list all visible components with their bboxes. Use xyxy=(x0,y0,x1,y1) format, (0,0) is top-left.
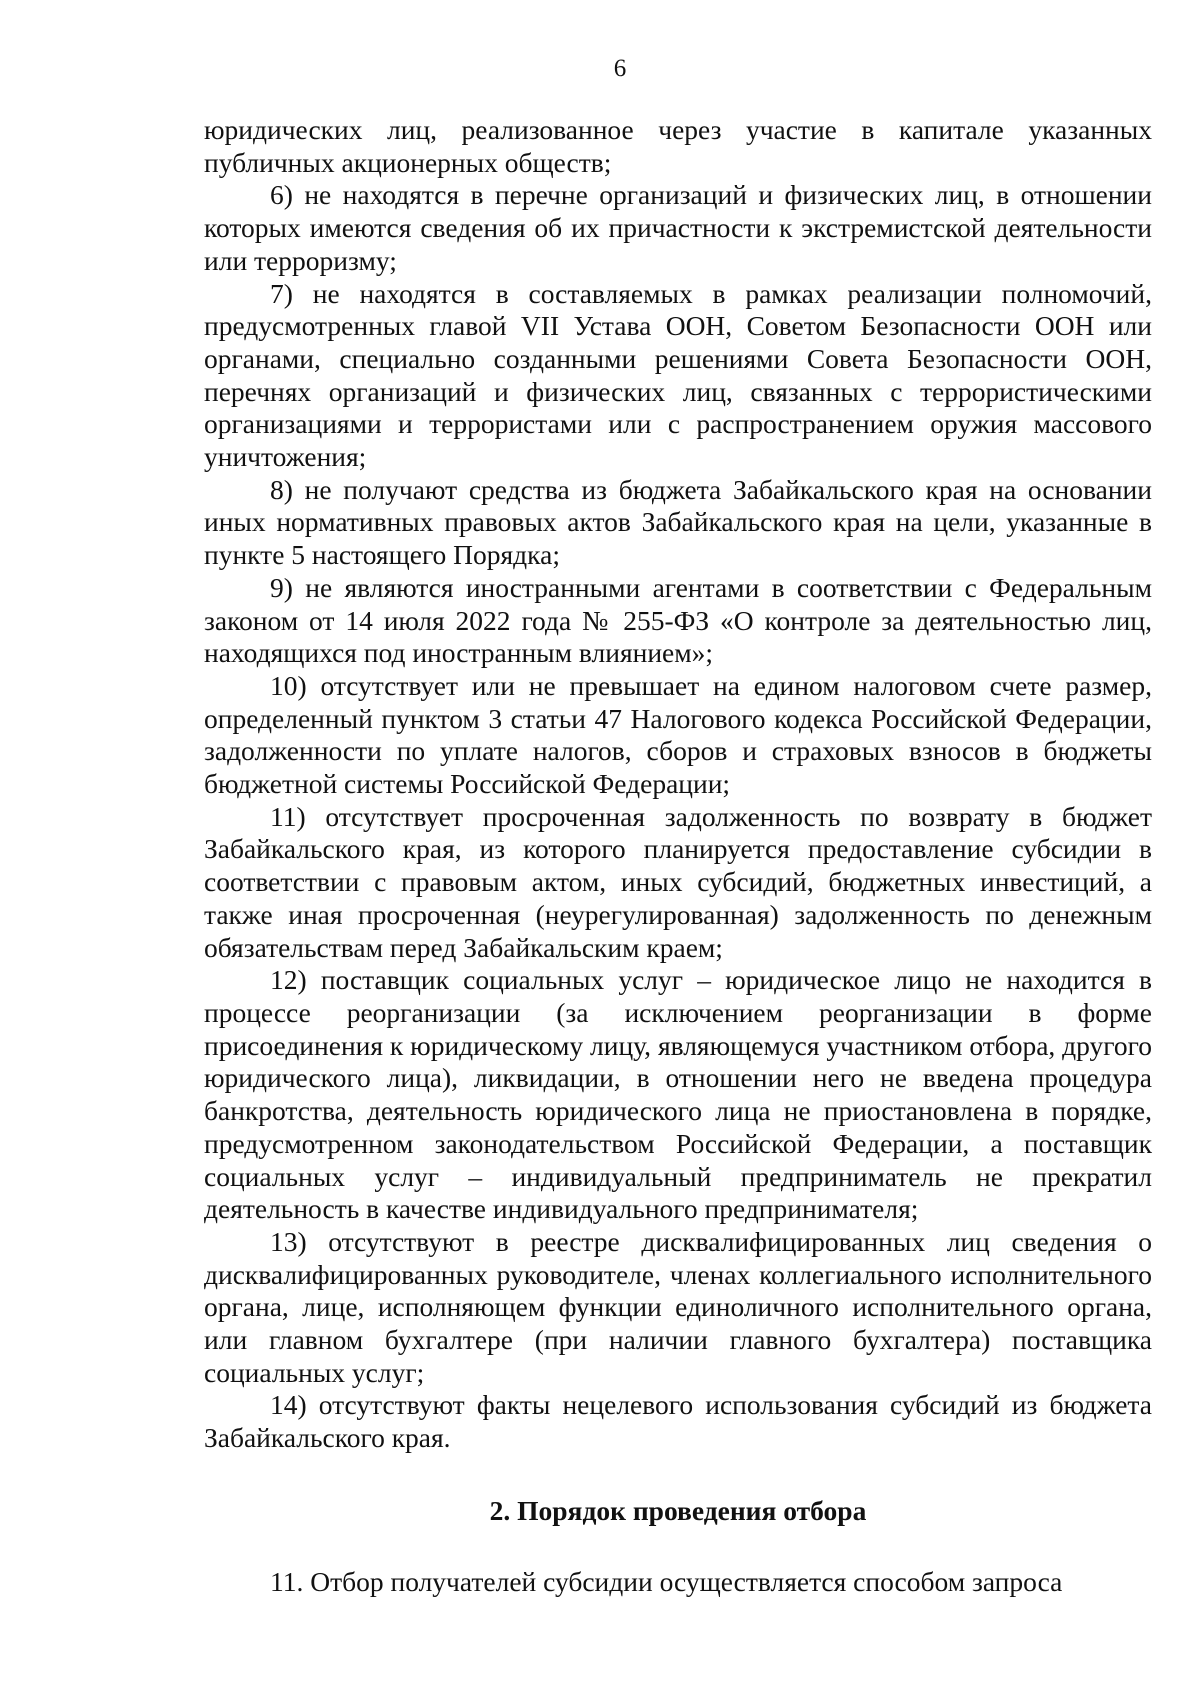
paragraph-continuation: юридических лиц, реализованное через участие в капитале указанных публичных акционерных обществ; xyxy=(204,114,1152,178)
paragraph-item-6: 6) не находятся в перечне организаций и физических лиц, в отношении которых имеются сведения об их причастности к экстремистской деятельности или терроризму; xyxy=(204,179,1152,276)
paragraph-item-14: 14) отсутствуют факты нецелевого использования субсидий из бюджета Забайкальского края. xyxy=(204,1389,1152,1454)
paragraph-section-2-item-11: 11. Отбор получателей субсидии осуществляется способом запроса xyxy=(270,1565,1063,1597)
paragraph-item-13: 13) отсутствуют в реестре дисквалифицированных лиц сведения о дисквалифицированных руководителе, членах коллегиального исполнительного органа, лице, исполняющем функции единоличного исполнительного органа, или главном бухгалтере (при наличии главного бухгалтера) поставщика социальных услуг; xyxy=(204,1225,1152,1388)
paragraph-item-7: 7) не находятся в составляемых в рамках реализации полномочий, предусмотренных главой VII Устава ООН, Советом Безопасности ООН или органами, специально созданными решениями Совета Безопасности ООН, перечнях организаций и физических лиц, связанных с террористическими организациями и террористами или с распространением оружия массового уничтожения; xyxy=(204,277,1152,473)
document-body xyxy=(204,114,1152,1598)
page-number: 6 xyxy=(613,55,627,82)
paragraph-item-12: 12) поставщик социальных услуг – юридическое лицо не находится в процессе реорганизации (за исключением реорганизации в форме присоединения к юридическому лицу, являющемуся участником отбора, другого юридического лица), ликвидации, в отношении него не введена процедура банкротства, деятельность юридического лица не приостановлена в порядке, предусмотренном законодательством Российской Федерации, а поставщик социальных услуг – индивидуальный предприниматель не прекратил деятельность в качестве индивидуального предпринимателя; xyxy=(204,964,1152,1225)
paragraph-item-10: 10) отсутствует или не превышает на едином налоговом счете размер, определенный пунктом 3 статьи 47 Налогового кодекса Российской Федерации, задолженности по уплате налогов, сборов и страховых взносов в бюджеты бюджетной системы Российской Федерации; xyxy=(204,669,1152,800)
paragraph-item-8: 8) не получают средства из бюджета Забайкальского края на основании иных нормативных правовых актов Забайкальского края на цели, указанные в пункте 5 настоящего Порядка; xyxy=(204,473,1152,571)
paragraph-item-9: 9) не являются иностранными агентами в соответствии с Федеральным законом от 14 июля 2022 года № 255-ФЗ «О контроле за деятельностью лиц, находящихся под иностранным влиянием»; xyxy=(204,571,1152,669)
paragraph-item-11: 11) отсутствует просроченная задолженность по возврату в бюджет Забайкальского края, из которого планируется предоставление субсидии в соответствии с правовым актом, иных субсидий, бюджетных инвестиций, а также иная просроченная (неурегулированная) задолженность по денежным обязательствам перед Забайкальским краем; xyxy=(204,800,1152,963)
section-heading: 2. Порядок проведения отбора xyxy=(489,1494,867,1526)
